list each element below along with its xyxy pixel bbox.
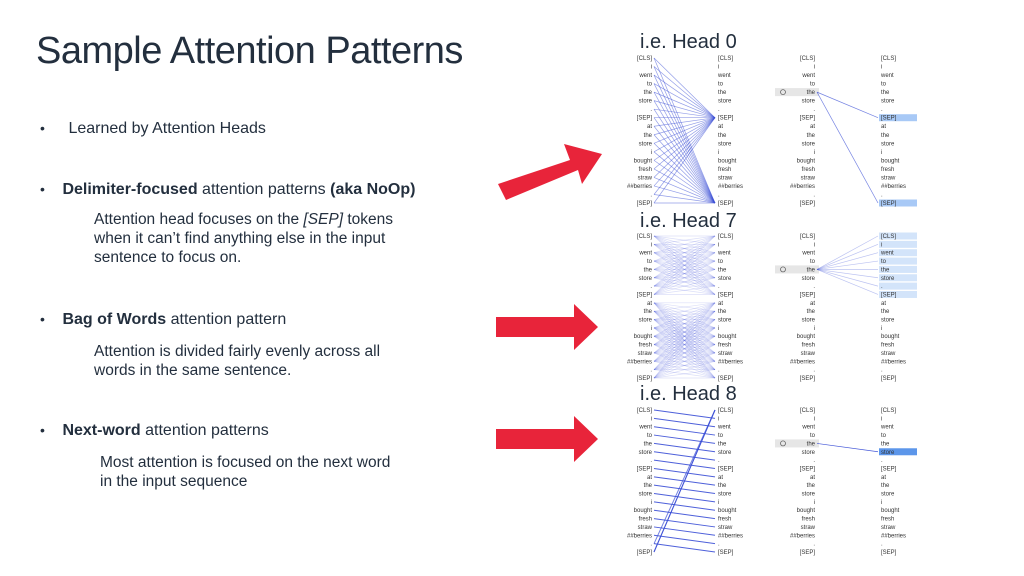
token-label-right: at [718,300,724,307]
token-label-left: bought [796,158,815,165]
token-label-left: at [646,300,652,307]
attention-line [654,152,715,203]
token-label-right: [SEP] [718,201,734,207]
token-label-left: at [646,124,652,131]
head-label: i.e. Head 0 [640,31,737,53]
token-label-left: ##berries [789,533,815,540]
token-label-left: i [813,416,815,423]
attention-line [654,75,715,118]
token-label-right: bought [718,334,737,341]
token-label-left: [SEP] [636,376,652,382]
token-label-left: the [806,90,815,97]
token-label-right: i [718,64,720,71]
token-label-right: fresh [881,342,895,349]
token-label-right: the [718,441,727,448]
token-label-left: . [813,192,815,199]
token-label-left: store [801,98,815,105]
token-label-left: ##berries [626,183,652,190]
bullet-text: Learned by Attention Heads [68,120,266,137]
token-label-left: the [643,90,652,97]
token-label-right: . [881,458,883,465]
token-label-right: bought [881,158,900,165]
token-label-left: straw [637,175,652,182]
desc-line: Attention is divided fairly evenly across all [94,343,381,360]
token-label-left: the [643,132,652,139]
token-label-left: . [813,284,815,291]
desc-line: Attention head focuses on the [SEP] tokens [94,211,394,228]
token-label-left: straw [800,524,815,531]
token-label-right: ##berries [881,359,907,366]
token-label-left: [SEP] [799,376,815,382]
token-label-right: i [718,325,720,332]
token-label-left: the [806,309,815,316]
token-label-left: bought [633,158,652,165]
token-label-right: i [718,149,720,156]
token-label-right: [SEP] [718,376,734,382]
slide-title: Sample Attention Patterns [36,30,463,72]
arrow-right-icon [496,416,600,462]
token-label-right: . [718,541,720,548]
token-label-right: to [718,259,724,266]
token-label-right: the [881,441,890,448]
token-label-right: [SEP] [881,550,897,556]
token-label-left: the [643,483,652,490]
token-label-left: [CLS] [636,408,652,414]
attention-line [654,510,715,518]
token-label-left: fresh [801,516,815,523]
token-label-right: straw [718,524,733,531]
token-label-right: i [881,64,883,71]
token-label-left: to [809,433,815,440]
token-label-right: store [718,141,732,148]
token-label-left: to [646,81,652,88]
token-label-right: fresh [718,166,732,173]
token-label-right: . [881,192,883,199]
token-label-left: the [806,483,815,490]
token-label-left: at [809,300,815,307]
token-label-left: store [638,98,652,105]
token-label-right: . [718,107,720,114]
attention-line [654,468,715,476]
token-label-left: at [809,474,815,481]
token-label-left: store [801,141,815,148]
token-label-right: i [881,325,883,332]
token-label-left: store [801,491,815,498]
token-label-left: the [643,441,652,448]
bullet-text: attention pattern [166,311,287,328]
token-label-right: i [881,242,883,249]
attention-line [654,544,715,552]
token-label-left: i [813,325,815,332]
token-label-right: store [881,491,895,498]
token-label-left: [CLS] [799,234,815,240]
arrow-right-icon [496,304,600,350]
attention-line [817,269,878,277]
token-label-left: at [809,124,815,131]
token-label-right: store [881,317,895,324]
token-label-left: store [638,317,652,324]
attention-panel-head8-selected [773,405,923,557]
token-label-left: i [650,64,652,71]
attention-line [654,460,715,468]
attention-line [817,261,878,269]
token-label-left: ##berries [626,533,652,540]
token-label-left: fresh [801,166,815,173]
token-label-right: fresh [718,516,732,523]
token-label-right: the [718,483,727,490]
token-label-right: fresh [881,516,895,523]
token-label-left: fresh [801,342,815,349]
token-label-left: to [809,259,815,266]
token-label-left: store [801,317,815,324]
token-label-left: [CLS] [799,408,815,414]
attention-line [654,535,715,543]
token-label-right: [CLS] [881,234,897,240]
token-label-right: to [718,433,724,440]
token-label-left: i [813,64,815,71]
bullet-marker: • [40,181,45,197]
token-label-left: i [650,149,652,156]
token-label-left: straw [637,524,652,531]
desc-line: words in the same sentence. [94,362,292,379]
token-label-left: went [639,250,652,257]
token-label-left: i [813,242,815,249]
attention-line [654,494,715,502]
token-label-right: the [881,309,890,316]
token-label-right: [CLS] [881,56,897,62]
token-label-left: i [813,149,815,156]
token-label-right: . [718,284,720,291]
bullet-marker: • [40,422,45,438]
attention-line [817,269,878,286]
token-label-right: . [881,541,883,548]
token-label-left: . [813,458,815,465]
token-label-right: the [718,309,727,316]
bullet-text: attention patterns [140,422,269,439]
token-label-left: straw [800,175,815,182]
token-label-right: [SEP] [881,115,897,122]
token-label-right: went [881,424,894,431]
token-label-right: [SEP] [718,292,734,299]
token-label-right: . [718,367,720,374]
token-label-right: the [881,267,890,274]
token-label-right: store [718,98,732,105]
token-label-left: store [638,275,652,282]
token-label-right: the [881,132,890,139]
token-label-left: went [802,424,815,431]
attention-line [817,236,878,269]
token-label-left: . [650,107,652,114]
token-label-right: ##berries [881,183,907,190]
token-label-left: i [650,499,652,506]
token-label-left: . [813,367,815,374]
attention-line [654,118,715,161]
token-label-right: [SEP] [881,376,897,382]
token-label-left: store [801,449,815,456]
attention-line [654,443,715,451]
token-label-right: . [718,458,720,465]
attention-panel-head0-selected [773,53,923,208]
token-label-left: [SEP] [636,201,652,207]
desc-line: sentence to focus on. [94,249,242,266]
attention-line [654,485,715,493]
token-label-right: i [718,242,720,249]
token-label-right: [CLS] [881,408,897,414]
bullet-bag-of-words [40,311,286,329]
token-label-right: the [718,90,727,97]
token-label-left: . [650,367,652,374]
token-label-left: fresh [638,166,652,173]
token-label-left: the [643,267,652,274]
token-label-left: i [813,499,815,506]
token-label-left: [SEP] [799,550,815,556]
token-label-left: . [813,541,815,548]
token-label-right: . [718,192,720,199]
token-label-right: straw [718,175,733,182]
attention-line [654,118,715,169]
token-label-left: went [639,424,652,431]
token-label-left: bought [796,334,815,341]
token-label-right: . [881,284,883,291]
attention-weight-highlight [879,241,917,248]
token-label-right: ##berries [718,183,744,190]
attention-line [654,435,715,443]
token-label-right: i [881,499,883,506]
token-label-right: straw [881,350,896,357]
token-label-left: ##berries [626,359,652,366]
token-label-left: . [650,284,652,291]
desc-line: when it can’t find anything else in the input [94,230,386,247]
token-label-left: [CLS] [636,234,652,240]
token-label-left: at [646,474,652,481]
bullet-marker: • [40,120,45,136]
attention-panel-head0-all [612,53,752,208]
token-label-right: [SEP] [718,115,734,122]
token-label-right: at [881,124,887,131]
bag-of-words-description [94,342,380,380]
token-label-right: . [881,107,883,114]
token-label-left: . [813,107,815,114]
token-label-right: to [881,433,887,440]
token-label-left: store [638,491,652,498]
token-label-right: [SEP] [718,550,734,556]
token-label-left: [SEP] [636,466,652,473]
token-label-right: [SEP] [718,466,734,473]
bullet-bold: Delimiter-focused [62,181,198,198]
token-label-right: [CLS] [718,234,734,240]
token-label-right: the [881,483,890,490]
token-label-left: store [638,141,652,148]
token-label-right: went [881,73,894,80]
token-label-right: straw [881,524,896,531]
token-label-right: [SEP] [881,292,897,299]
token-label-right: bought [718,158,737,165]
token-label-right: store [718,449,732,456]
token-label-right: i [718,416,720,423]
token-label-right: fresh [881,166,895,173]
attention-weight-highlight [879,283,917,290]
bullet-bold: Bag of Words [62,311,167,328]
token-label-right: straw [881,175,896,182]
token-label-left: [SEP] [636,115,652,122]
token-label-right: store [881,141,895,148]
token-label-left: [SEP] [799,466,815,473]
attention-line [654,418,715,426]
attention-line [654,126,715,203]
bullet-text: attention patterns [197,181,331,198]
attention-line [817,92,878,118]
token-label-left: [SEP] [799,292,815,299]
token-label-left: the [806,132,815,139]
token-label-right: store [718,491,732,498]
token-label-left: straw [800,350,815,357]
token-label-right: store [881,275,895,282]
token-label-right: ##berries [718,359,744,366]
attention-line [817,244,878,269]
token-label-right: [CLS] [718,56,734,62]
token-label-left: bought [796,508,815,515]
token-label-right: bought [881,334,900,341]
next-word-description [100,453,390,491]
bullet-bold-suffix: (aka NoOp) [330,181,416,198]
token-label-right: i [881,149,883,156]
token-label-left: to [809,81,815,88]
token-label-left: [SEP] [636,550,652,556]
token-label-right: to [881,81,887,88]
token-label-right: the [881,90,890,97]
token-label-left: went [639,73,652,80]
token-label-right: . [881,367,883,374]
token-label-left: went [802,250,815,257]
attention-line [817,443,878,451]
arrow-right-icon [494,140,604,210]
desc-line: Most attention is focused on the next word [100,454,391,471]
token-label-right: [CLS] [718,408,734,414]
token-label-left: i [650,325,652,332]
bullet-next-word [40,422,269,440]
token-label-right: went [881,250,894,257]
token-label-left: fresh [638,516,652,523]
token-label-right: fresh [718,342,732,349]
token-label-left: [SEP] [636,292,652,299]
token-label-right: ##berries [718,533,744,540]
attention-line [654,452,715,460]
token-label-left: went [802,73,815,80]
token-label-left: [CLS] [636,56,652,62]
token-label-left: [SEP] [799,115,815,122]
token-label-right: the [718,132,727,139]
token-label-left: the [806,441,815,448]
attention-line [654,84,715,118]
token-label-right: the [718,267,727,274]
attention-line [817,92,878,203]
token-label-right: went [718,73,731,80]
token-label-left: [SEP] [799,201,815,207]
token-label-left: [CLS] [799,56,815,62]
token-label-left: bought [633,508,652,515]
attention-line [817,253,878,270]
head-label: i.e. Head 7 [640,210,737,232]
token-label-right: i [718,499,720,506]
token-label-left: i [650,242,652,249]
bullet-learned [40,120,266,138]
token-label-left: to [646,433,652,440]
token-label-right: to [881,259,887,266]
desc-line: in the input sequence [100,473,248,490]
bullet-delimiter [40,181,415,199]
token-label-right: at [718,124,724,131]
token-label-left: . [650,458,652,465]
token-label-right: at [718,474,724,481]
attention-panel-head7-selected [773,231,923,383]
token-label-right: [SEP] [881,201,897,207]
token-label-left: to [646,259,652,266]
token-label-right: straw [718,350,733,357]
token-label-right: went [718,424,731,431]
token-label-right: [SEP] [881,466,897,473]
token-label-right: at [881,300,887,307]
delimiter-description [94,210,393,267]
token-label-left: fresh [638,342,652,349]
bullet-bold: Next-word [62,422,141,439]
attention-line [654,502,715,510]
attention-line [654,410,715,418]
token-label-right: to [718,81,724,88]
attention-line [654,67,715,118]
token-label-left: . [650,541,652,548]
attention-line [817,269,878,294]
token-label-left: . [650,192,652,199]
token-label-left: straw [637,350,652,357]
token-label-right: store [718,275,732,282]
token-label-right: went [718,250,731,257]
token-label-right: store [718,317,732,324]
token-label-left: the [643,309,652,316]
token-label-left: bought [633,334,652,341]
token-label-left: i [650,416,652,423]
token-label-right: ##berries [881,533,907,540]
bullet-marker: • [40,311,45,327]
token-label-left: the [806,267,815,274]
token-label-right: bought [881,508,900,515]
token-label-right: i [881,416,883,423]
token-label-right: bought [718,508,737,515]
token-label-left: ##berries [789,183,815,190]
token-label-right: at [881,474,887,481]
token-label-left: ##berries [789,359,815,366]
token-label-right: store [881,449,895,456]
token-label-left: store [801,275,815,282]
token-label-left: store [638,449,652,456]
attention-panel-head8-all [612,405,752,557]
attention-panel-head7-all [612,231,752,383]
token-label-right: store [881,98,895,105]
head-label: i.e. Head 8 [640,383,737,405]
